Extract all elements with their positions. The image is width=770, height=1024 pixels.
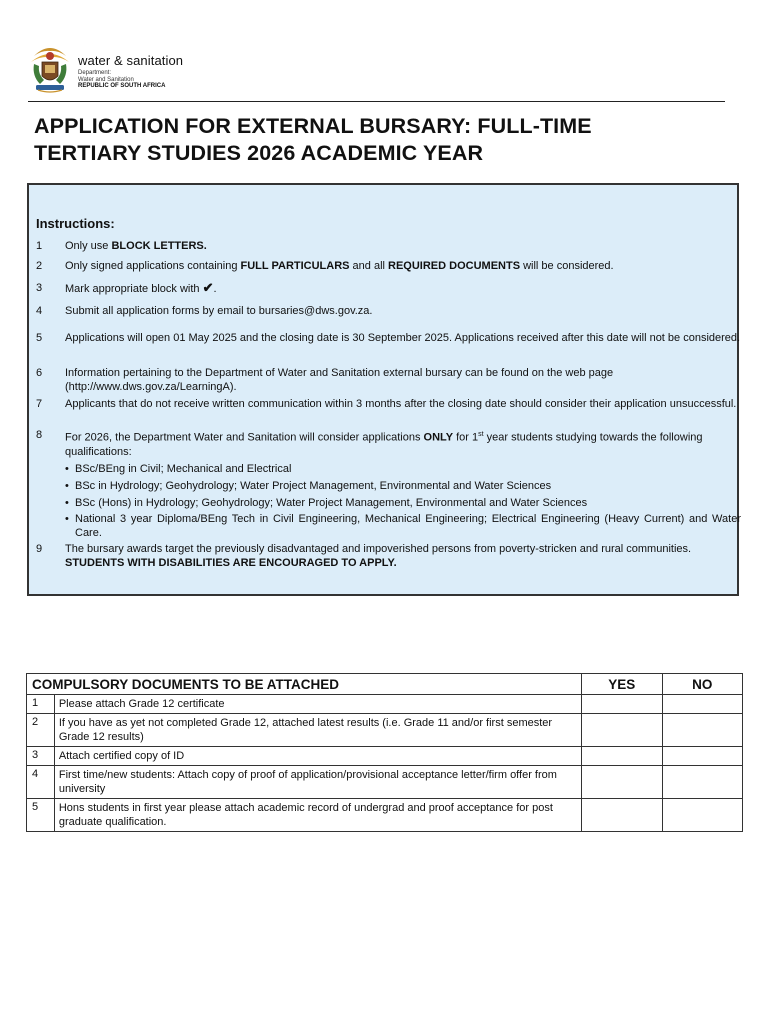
brand-name: water & sanitation (78, 53, 184, 68)
instruction-number: 2 (36, 260, 43, 272)
instruction-number: 7 (36, 398, 43, 410)
bold-run: BLOCK LETTERS. (111, 240, 207, 252)
no-checkbox-cell[interactable] (662, 747, 742, 766)
text-run: Mark appropriate block with (65, 283, 203, 295)
instructions-heading: Instructions: (36, 216, 115, 231)
bold-run: ONLY (423, 431, 454, 444)
qualification-item: • National 3 year Diploma/BEng Tech in Civil Engineering, Mechanical Engineering; Electrical Engineering (Heavy Current) and Water Care. (65, 512, 741, 540)
row-text: If you have as yet not completed Grade 12, attached latest results (i.e. Grade 11 and/or first semester Grade 12 results) (54, 714, 581, 747)
instruction-number: 3 (36, 282, 43, 294)
no-checkbox-cell[interactable] (662, 714, 742, 747)
yes-checkbox-cell[interactable] (582, 714, 663, 747)
table-row (27, 747, 743, 766)
row-number: 4 (27, 766, 55, 799)
instruction-number: 9 (36, 543, 43, 555)
row-number: 5 (27, 799, 55, 832)
table-header-row (27, 674, 743, 695)
instruction-text (65, 281, 741, 296)
text-run: for 1 (453, 431, 479, 444)
department-label: Department: (78, 70, 112, 76)
bold-run: REQUIRED DOCUMENTS (388, 260, 521, 272)
instruction-text: Submit all application forms by email to bursaries@dws.gov.za. (65, 305, 373, 317)
coat-of-arms-icon (28, 42, 72, 94)
text-run: Only signed applications containing (65, 260, 241, 272)
instruction-8-intro (65, 428, 741, 459)
text-run: will be considered. (520, 260, 614, 272)
text-run: The bursary awards target the previously disadvantaged and impoverished persons from poverty-stricken and rural communities. (65, 543, 692, 555)
instruction-number: 4 (36, 305, 43, 317)
instruction-text: Applications will open 01 May 2025 and the closing date is 30 September 2025. Applications received after this date will not be considered. (65, 332, 741, 344)
instruction-text: Applicants that do not receive written communication within 3 months after the closing date should consider their application unsuccessful. (65, 398, 737, 410)
row-text: Attach certified copy of ID (54, 747, 581, 766)
qualification-item: • BSc (Hons) in Hydrology; Geohydrology; Water Project Management, Environmental and Water Sciences (65, 495, 741, 511)
instruction-number: 6 (36, 367, 43, 379)
qualifications-list (65, 461, 741, 540)
row-text: Please attach Grade 12 certificate (54, 695, 581, 714)
bold-run: STUDENTS WITH DISABILITIES ARE ENCOURAGED TO APPLY. (65, 557, 397, 569)
yes-checkbox-cell[interactable] (582, 747, 663, 766)
row-number: 1 (27, 695, 55, 714)
text-run: year students studying towards the following qualifications: (65, 431, 703, 458)
instruction-text (65, 259, 741, 273)
text-run: . (213, 283, 217, 295)
instruction-text (65, 239, 741, 253)
yes-checkbox-cell[interactable] (582, 799, 663, 832)
instruction-number: 1 (36, 240, 43, 252)
yes-checkbox-cell[interactable] (582, 695, 663, 714)
row-number: 2 (27, 714, 55, 747)
instruction-text (65, 542, 741, 570)
table-row (27, 714, 743, 747)
department-lines (78, 70, 165, 90)
superscript: st (478, 431, 484, 438)
checkmark-icon: ✔ (202, 280, 214, 295)
table-row (27, 799, 743, 832)
yes-checkbox-cell[interactable] (582, 766, 663, 799)
text-run: and all (349, 260, 389, 272)
no-checkbox-cell[interactable] (662, 695, 742, 714)
row-text: Hons students in first year please attach academic record of undergrad and proof acceptance for post graduate qualification. (54, 799, 581, 832)
text-run: For 2026, the Department Water and Sanitation will consider applications (65, 431, 424, 444)
title-line-2: TERTIARY STUDIES 2026 ACADEMIC YEAR (34, 141, 484, 165)
instruction-number: 5 (36, 332, 43, 344)
yes-column-header: YES (582, 674, 663, 695)
header-divider (28, 101, 725, 102)
qualification-item: • BSc in Hydrology; Geohydrology; Water Project Management, Environmental and Water Sciences (65, 478, 741, 494)
page-header (28, 42, 728, 100)
documents-header: COMPULSORY DOCUMENTS TO BE ATTACHED (27, 674, 582, 695)
country-name: REPUBLIC OF SOUTH AFRICA (78, 83, 166, 89)
title-line-1: APPLICATION FOR EXTERNAL BURSARY: FULL-TIME (34, 114, 592, 138)
row-number: 3 (27, 747, 55, 766)
bold-run: FULL PARTICULARS (240, 260, 350, 272)
no-checkbox-cell[interactable] (662, 799, 742, 832)
instruction-text: Information pertaining to the Department of Water and Sanitation external bursary can be found on the web page (http://www.dws.gov.za/LearningA). (65, 367, 614, 393)
compulsory-documents-table (26, 673, 743, 832)
department-name: Water and Sanitation (78, 76, 134, 83)
instruction-number: 8 (36, 429, 43, 441)
text-run: Only use (65, 240, 112, 252)
page-title (34, 113, 734, 167)
table-row (27, 695, 743, 714)
instruction-text (65, 428, 741, 540)
qualification-item: • BSc/BEng in Civil; Mechanical and Electrical (65, 461, 741, 477)
table-row (27, 766, 743, 799)
no-column-header: NO (662, 674, 742, 695)
instructions-panel (27, 183, 739, 596)
no-checkbox-cell[interactable] (662, 766, 742, 799)
row-text: First time/new students: Attach copy of proof of application/provisional acceptance letter/firm offer from university (54, 766, 581, 799)
